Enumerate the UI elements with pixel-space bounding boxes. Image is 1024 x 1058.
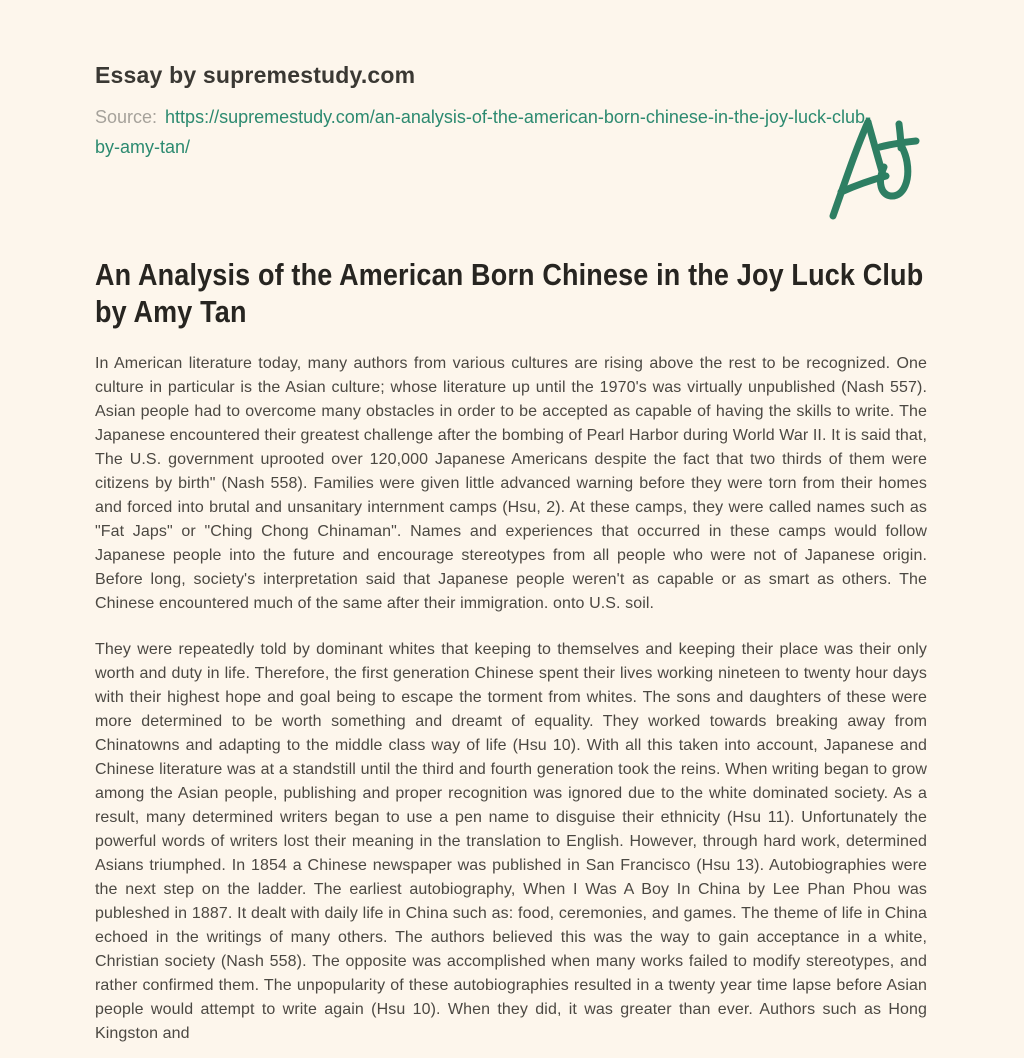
document-header [95, 60, 927, 162]
essay-content [95, 256, 927, 1046]
source-line [95, 102, 890, 162]
source-label: Source: [95, 107, 158, 127]
source-url-link[interactable]: https://supremestudy.com/an-analysis-of-the-american-born-chinese-in-the-joy-luck-club-by-amy-tan/ [95, 107, 871, 157]
a-plus-logo-icon [822, 112, 924, 226]
essay-body [95, 352, 927, 1046]
document-page [95, 60, 927, 1046]
essay-paragraph-1: In American literature today, many authors from various cultures are rising above the rest to be recognized. One culture in particular is the Asian culture; whose literature up until the 1970's was virtually unpublished (Nash 557). Asian people had to overcome many obstacles in order to be accepted as capable of having the skills to write. The Japanese encountered their greatest challenge after the bombing of Pearl Harbor during World War II. It is said that, The U.S. government uprooted over 120,000 Japanese Americans despite the fact that two thirds of them were citizens by birth" (Nash 558). Families were given little advanced warning before they were torn from their homes and forced into brutal and unsanitary internment camps (Hsu, 2). At these camps, they were called names such as "Fat Japs" or "Ching Chong Chinaman". Names and experiences that occurred in these camps would follow Japanese people into the future and encourage stereotypes from all people who were not of Japanese origin. Before long, society's interpretation said that Japanese people weren't as capable or as smart as others. The Chinese encountered much of the same after their immigration. onto U.S. soil. [95, 355, 927, 612]
page-title: Essay by supremestudy.com [95, 62, 416, 88]
essay-paragraph-2: They were repeatedly told by dominant whites that keeping to themselves and keeping their place was their only worth and duty in life. Therefore, the first generation Chinese spent their lives working nineteen to twenty hour days with their highest hope and goal being to escape the torment from whites. The sons and daughters of these were more determined to be worth something and dreamt of equality. They worked towards breaking away from Chinatowns and adapting to the middle class way of life (Hsu 10). With all this taken into account, Japanese and Chinese literature was at a standstill until the third and fourth generation took the reins. When writing began to grow among the Asian people, publishing and proper recognition was ignored due to the white dominated society. As a result, many determined writers began to use a pen name to disguise their ethnicity (Hsu 11). Unfortunately the powerful words of writers lost their meaning in the translation to English. However, through hard work, determined Asians triumphed. In 1854 a Chinese newspaper was published in San Francisco (Hsu 13). Autobiographies were the next step on the ladder. The earliest autobiography, When I Was A Boy In China by Lee Phan Phou was publeshed in 1887. It dealt with daily life in China such as: food, ceremonies, and games. The theme of life in China echoed in the writings of many others. The authors believed this was the way to gain acceptance in a white, Christian society (Nash 558). The opposite was accomplished when many works failed to modify stereotypes, and rather confirmed them. The unpopularity of these autobiographies resulted in a twenty year time lapse before Asian people would attempt to write again (Hsu 10). When they did, it was greater than ever. Authors such as Hong Kingston and [95, 641, 927, 1042]
essay-title: An Analysis of the American Born Chinese in the Joy Luck Club by Amy Tan [95, 257, 924, 329]
